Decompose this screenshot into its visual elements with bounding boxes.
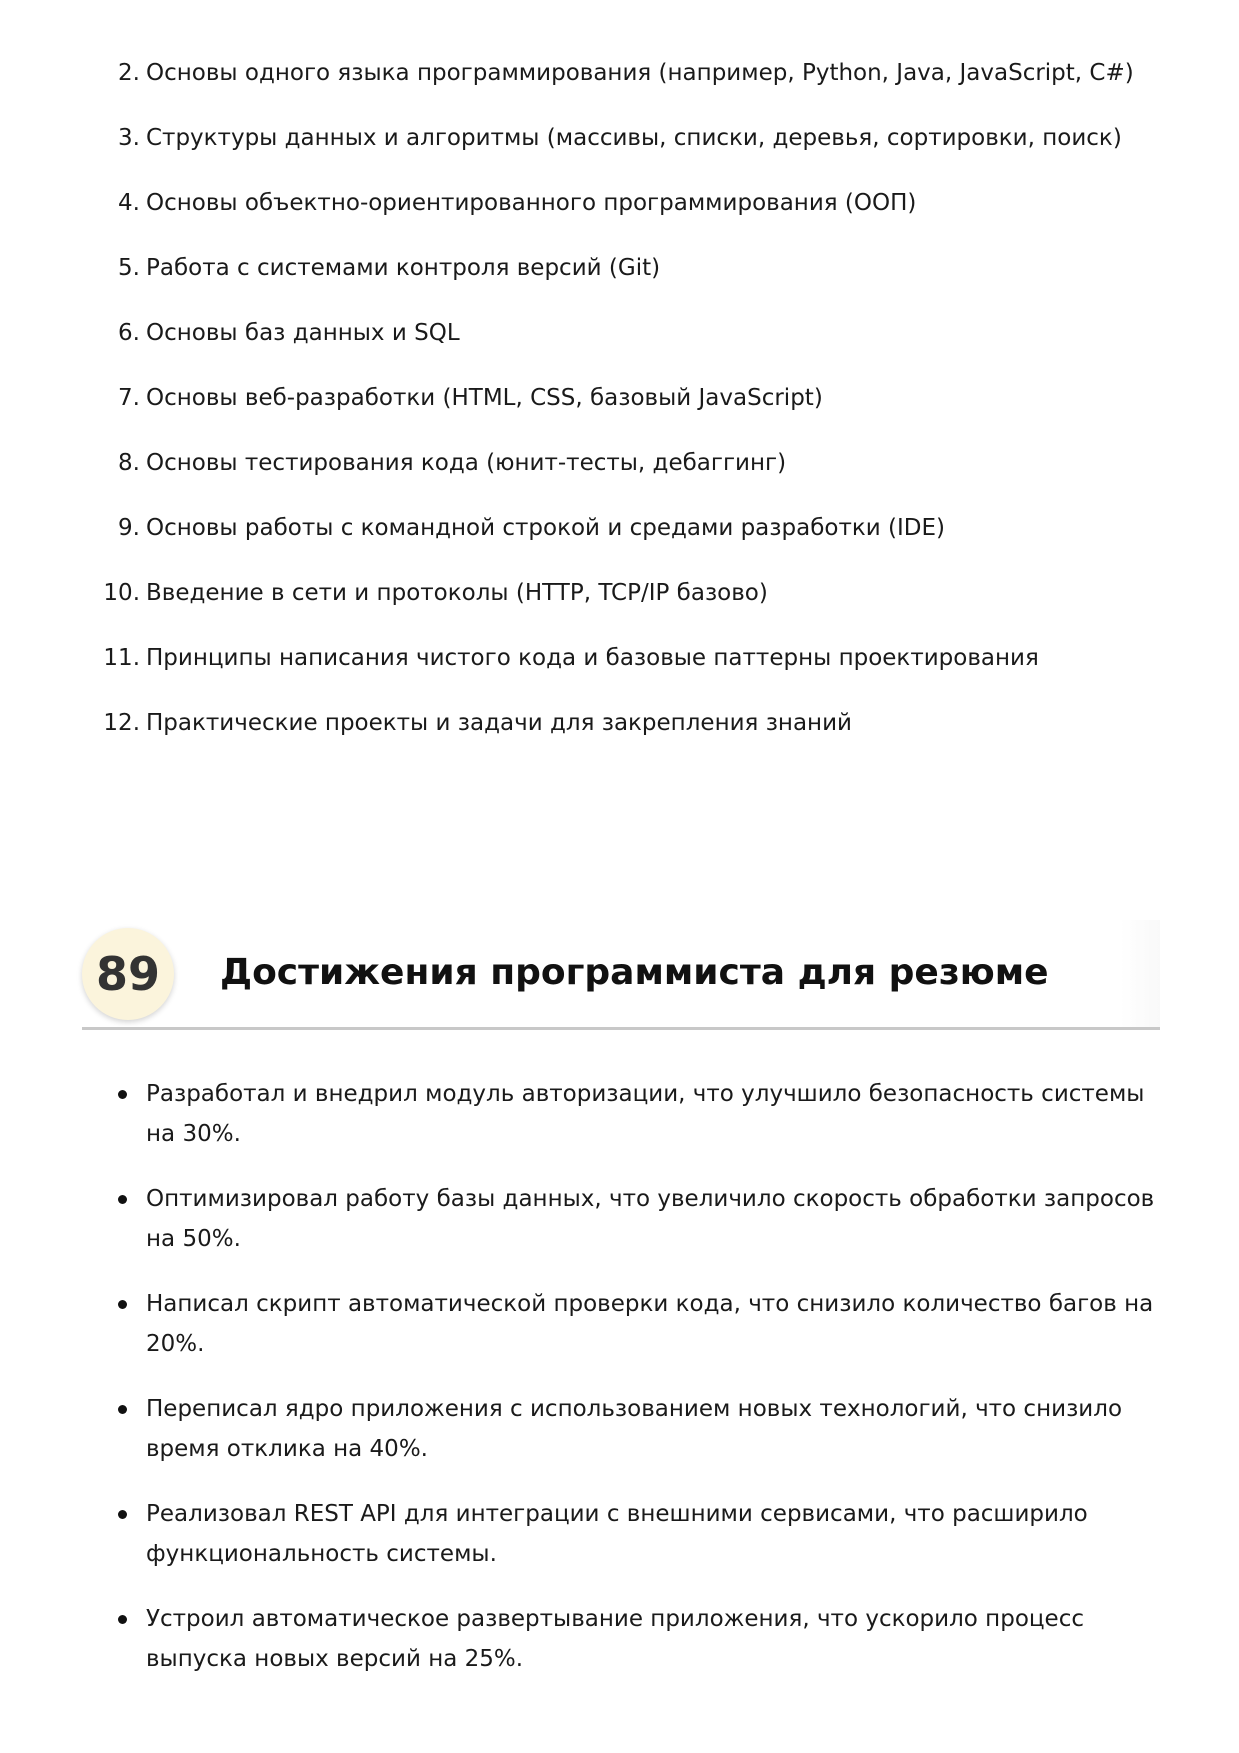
bullet-item	[0, 1074, 1239, 1154]
list-item-number: 7.	[118, 385, 140, 411]
list-item-text: Основы работы с командной строкой и средами разработки (IDE)	[146, 515, 945, 541]
list-item-number: 2.	[118, 60, 140, 86]
bullet-item	[0, 1599, 1239, 1679]
bullet-text: Устроил автоматическое развертывание приложения, что ускорило процесс выпуска новых версий на 25%.	[146, 1606, 1084, 1672]
section-title: Достижения программиста для резюме	[220, 952, 1049, 993]
list-item-number: 6.	[118, 320, 140, 346]
bullet-icon	[118, 1090, 127, 1099]
list-item-text: Основы одного языка программирования (например, Python, Java, JavaScript, C#)	[146, 60, 1134, 86]
bullet-item	[0, 1494, 1239, 1574]
bullet-icon	[118, 1195, 127, 1204]
list-item-text: Основы объектно-ориентированного программирования (ООП)	[146, 190, 917, 216]
bullet-text: Реализовал REST API для интеграции с внешними сервисами, что расширило функциональность системы.	[146, 1501, 1088, 1567]
list-item-number: 3.	[118, 125, 140, 151]
list-item-number: 12.	[103, 710, 140, 736]
list-item-text: Практические проекты и задачи для закрепления знаний	[146, 710, 852, 736]
list-item-text: Основы тестирования кода (юнит-тесты, дебаггинг)	[146, 450, 787, 476]
bullet-icon	[118, 1405, 127, 1414]
list-item-text: Принципы написания чистого кода и базовые паттерны проектирования	[146, 645, 1039, 671]
bullet-text: Переписал ядро приложения с использованием новых технологий, что снизило время отклика на 40%.	[146, 1396, 1123, 1462]
section-header	[82, 920, 1160, 1030]
bullet-text: Оптимизировал работу базы данных, что увеличило скорость обработки запросов на 50%.	[146, 1186, 1155, 1252]
list-item-number: 5.	[118, 255, 140, 281]
list-item-text: Основы веб-разработки (HTML, CSS, базовый JavaScript)	[146, 385, 823, 411]
bullet-item	[0, 1389, 1239, 1469]
bullet-icon	[118, 1300, 127, 1309]
list-item-number: 10.	[103, 580, 140, 606]
list-item-text: Работа с системами контроля версий (Git)	[146, 255, 661, 281]
bullet-text: Разработал и внедрил модуль авторизации, что улучшило безопасность системы на 30%.	[146, 1081, 1145, 1147]
bullet-icon	[118, 1510, 127, 1519]
bullet-item	[0, 1179, 1239, 1259]
list-item-number: 4.	[118, 190, 140, 216]
achievements-list	[0, 1074, 1239, 1704]
section-number-badge: 89	[82, 928, 174, 1020]
list-item-number: 8.	[118, 450, 140, 476]
list-item-text: Основы баз данных и SQL	[146, 320, 460, 346]
header-shade	[1120, 920, 1160, 1027]
bullet-item	[0, 1284, 1239, 1364]
list-item-text: Структуры данных и алгоритмы (массивы, списки, деревья, сортировки, поиск)	[146, 125, 1122, 151]
list-item-text: Введение в сети и протоколы (HTTP, TCP/IP базово)	[146, 580, 768, 606]
bullet-text: Написал скрипт автоматической проверки кода, что снизило количество багов на 20%.	[146, 1291, 1154, 1357]
list-item-number: 11.	[103, 645, 140, 671]
list-item-number: 9.	[118, 515, 140, 541]
bullet-icon	[118, 1615, 127, 1624]
section-divider	[82, 1027, 1160, 1030]
